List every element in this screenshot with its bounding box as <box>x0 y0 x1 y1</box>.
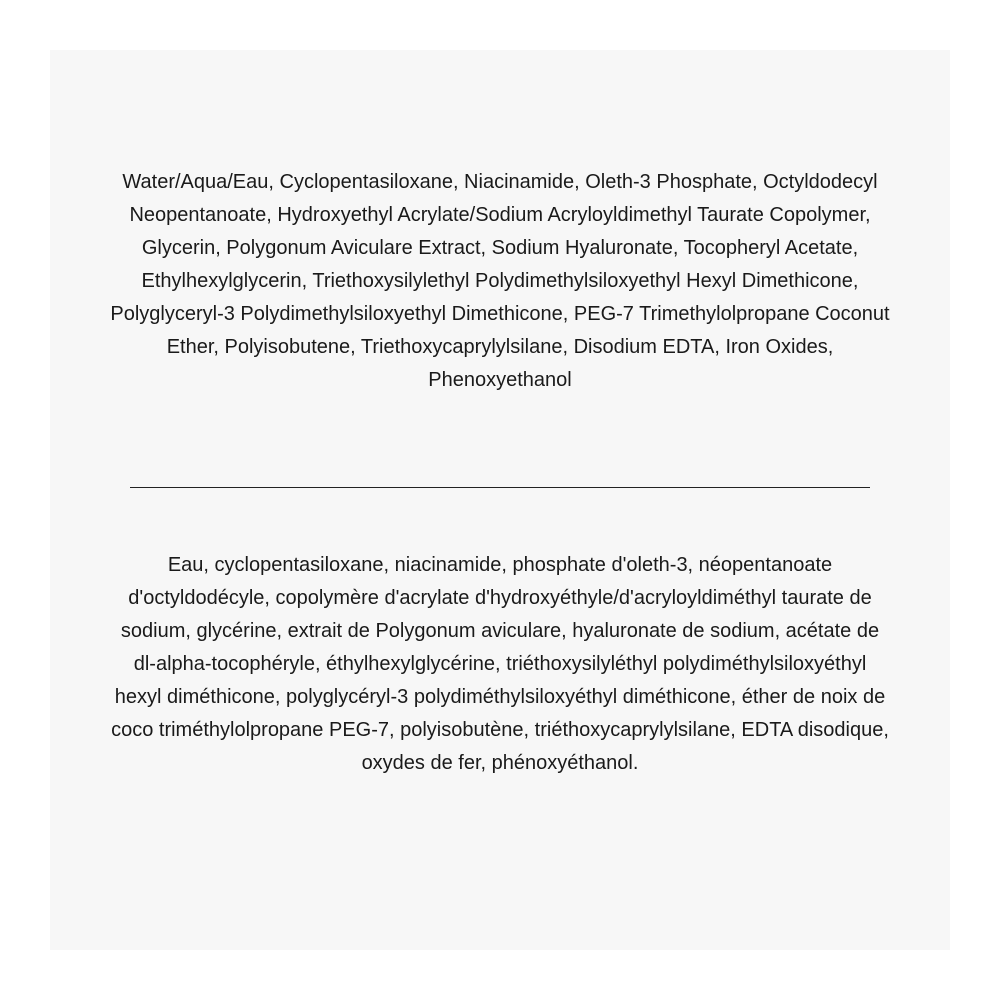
ingredients-card <box>50 50 950 950</box>
section-divider <box>130 487 870 488</box>
ingredients-list-english: Water/Aqua/Eau, Cyclopentasiloxane, Niacinamide, Oleth-3 Phosphate, Octyldodecyl Neopentanoate, Hydroxyethyl Acrylate/Sodium Acryloyldimethyl Taurate Copolymer, Glycerin, Polygonum Aviculare Extract, Sodium Hyaluronate, Tocopheryl Acetate, Ethylhexylglycerin, Triethoxysilylethyl Polydimethylsiloxyethyl Hexyl Dimethicone, Polyglyceryl-3 Polydimethylsiloxyethyl Dimethicone, PEG-7 Trimethylolpropane Coconut Ether, Polyisobutene, Triethoxycaprylylsilane, Disodium EDTA, Iron Oxides, Phenoxyethanol <box>110 171 890 391</box>
ingredients-list-french: Eau, cyclopentasiloxane, niacinamide, phosphate d'oleth-3, néopentanoate d'octyldodécyle, copolymère d'acrylate d'hydroxyéthyle/d'acryloyldiméthyl taurate de sodium, glycérine, extrait de Polygonum aviculare, hyaluronate de sodium, acétate de dl-alpha-tocophéryle, éthylhexylglycérine, triéthoxysilyléthyl polydiméthylsiloxyéthyl hexyl diméthicone, polyglycéryl-3 polydiméthylsiloxyéthyl diméthicone, éther de noix de coco triméthylolpropane PEG-7, polyisobutène, triéthoxycaprylylsilane, EDTA disodique, oxydes de fer, phénoxyéthanol. <box>111 554 889 774</box>
